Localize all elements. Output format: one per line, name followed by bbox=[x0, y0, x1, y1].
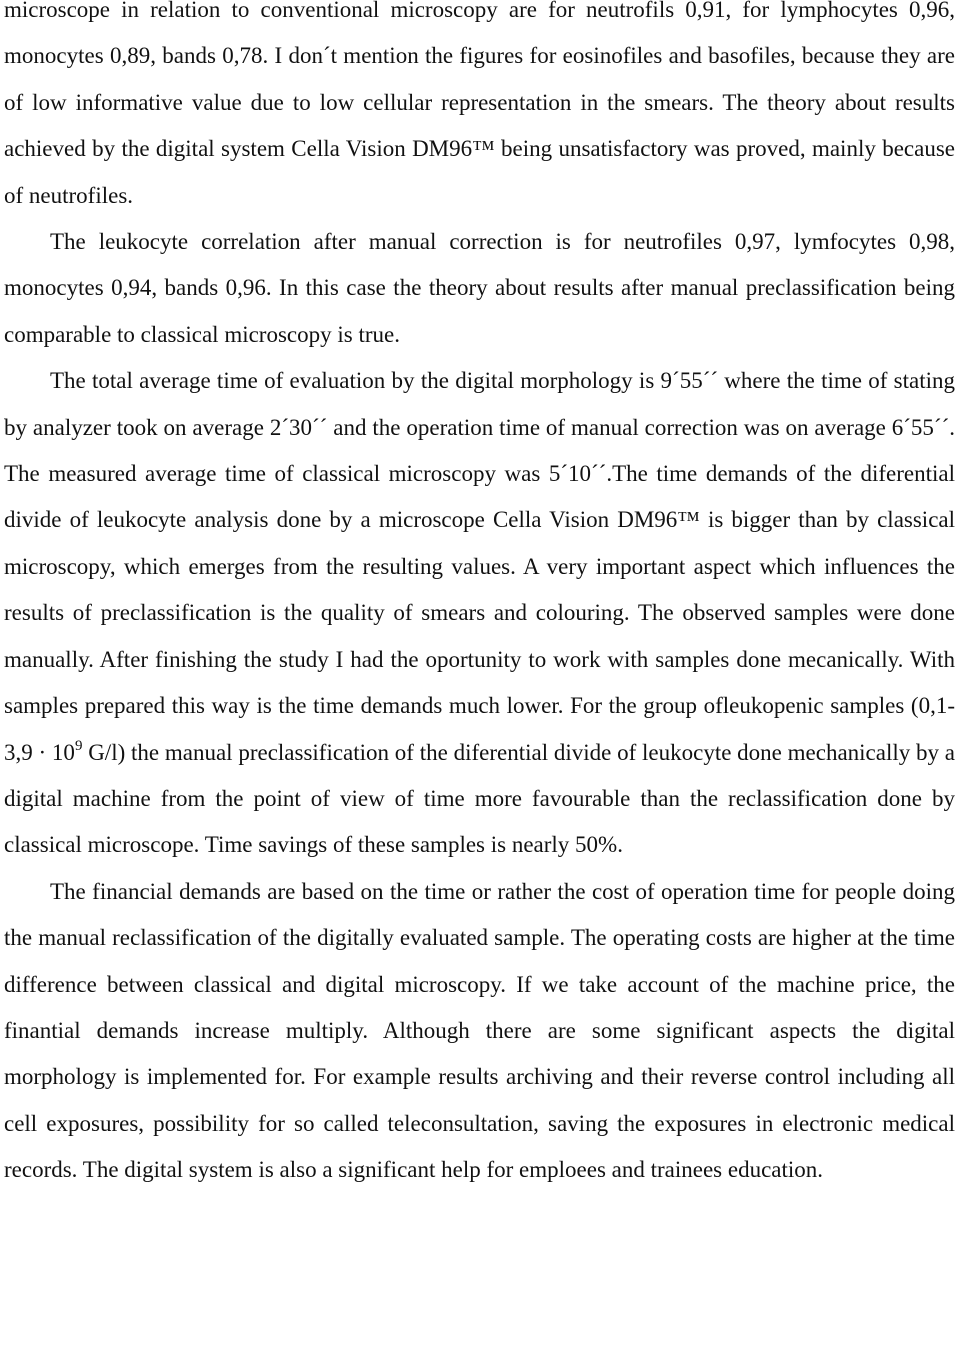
exponent-superscript: 9 bbox=[74, 737, 83, 754]
paragraph-financial-demands: The financial demands are based on the time or rather the cost of operation time for people doing the manual reclassification of the digitally evaluated sample. The operating costs are higher at the time difference between classical and digital microscopy. If we take account of the machine price, the finantial demands increase multiply. Although there are some significant aspects the digital morphology is implemented for. For example results archiving and their reverse control including all cell exposures, possibility for so called teleconsultation, saving the exposures in electronic medical records. The digital system is also a significant help for emploees and trainees education. bbox=[4, 878, 955, 1183]
paragraph-evaluation-time-part2: G/l) the manual preclassification of the diferential divide of leukocyte done mechanically by a digital machine from the point of view of time more favourable than the reclassification done by classical microscope. Time savings of these samples is nearly 50%. bbox=[4, 739, 955, 858]
paragraph-correlation-results: microscope in relation to conventional microscopy are for neutrofils 0,91, for lymphocytes 0,96, monocytes 0,89, bands 0,78. I don´t mention the figures for eosinofiles and basofiles, because they are of low informative value due to low cellular representation in the smears. The theory about results achieved by the digital system Cella Vision DM96™ being unsatisfactory was proved, mainly because of neutrofiles. bbox=[4, 0, 955, 208]
paragraph-manual-correction: The leukocyte correlation after manual correction is for neutrofiles 0,97, lymfocytes 0,98, monocytes 0,94, bands 0,96. In this case the theory about results after manual preclassification being comparable to classical microscopy is true. bbox=[4, 229, 955, 347]
paragraph-evaluation-time-part1: The total average time of evaluation by the digital morphology is 9´55´´ where the time of stating by analyzer took on average 2´30´´ and the operation time of manual correction was on average 6´55´´. The measured average time of classical microscopy was 5´10´´.The time demands of the diferential divide of leukocyte analysis done by a microscope Cella Vision DM96™ is bigger than by classical microscopy, which emerges from the resulting values. A very important aspect which influences the results of preclassification is the quality of smears and colouring. The observed samples were done manually. After finishing the study I had the oportunity to work with samples done mecanically. With samples prepared this way is the time demands much lower. For the group ofleukopenic samples (0,1-3,9 · 10 bbox=[4, 368, 955, 765]
paragraph-evaluation-time bbox=[4, 358, 955, 868]
document-page bbox=[4, 0, 955, 1194]
